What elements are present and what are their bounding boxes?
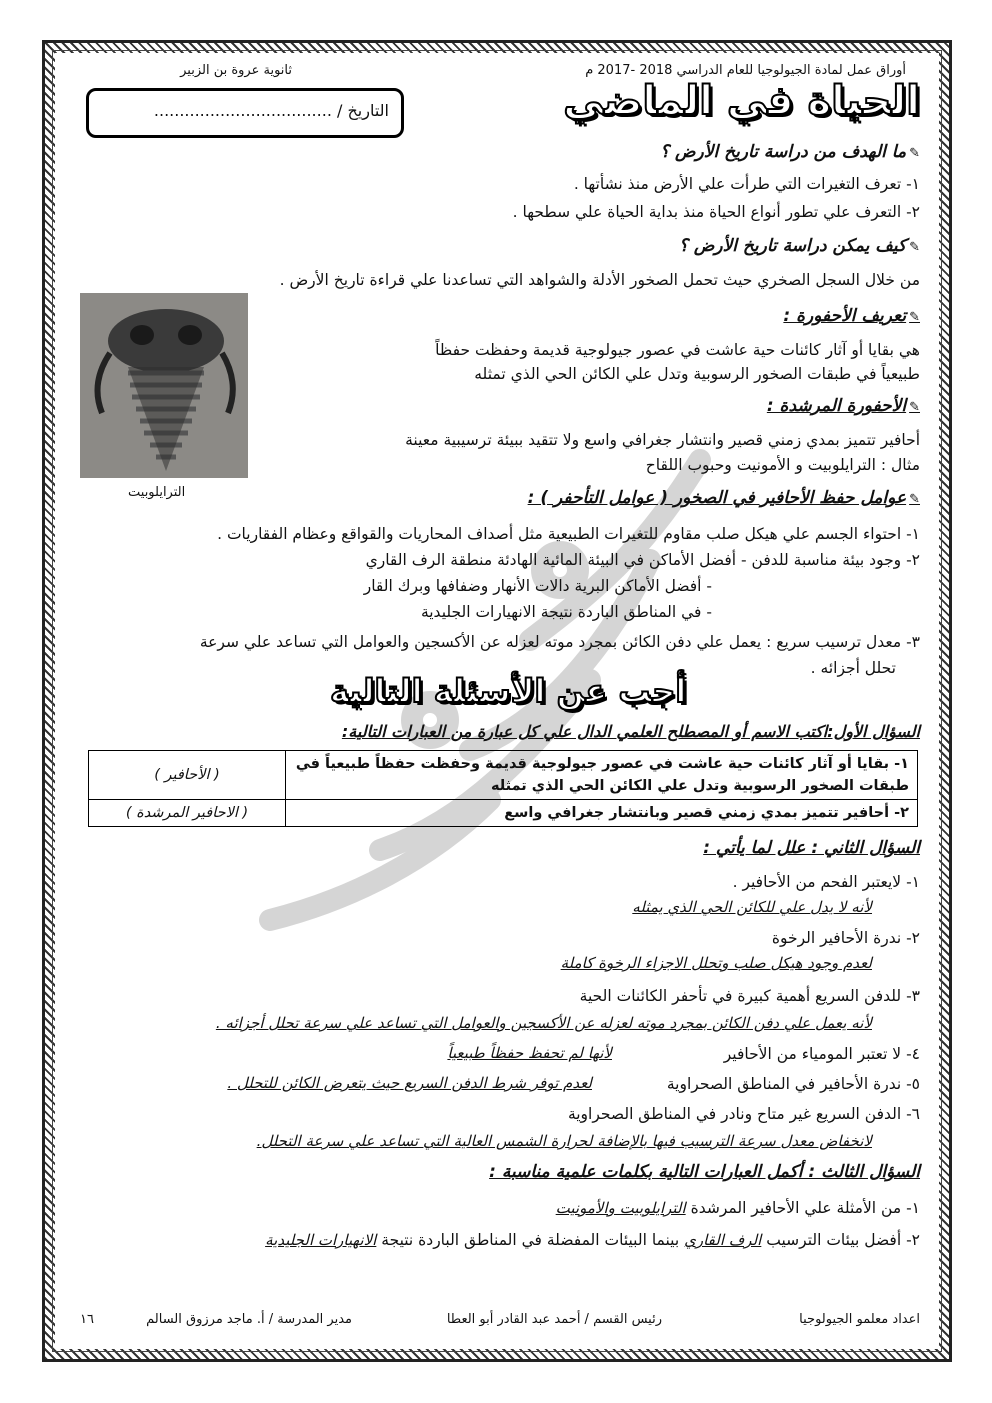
q2-item-3: ٣- للدفن السريع أهمية كبيرة في تأحفر الكائنات الحية bbox=[579, 987, 920, 1005]
pen-icon: ✎ bbox=[909, 400, 920, 415]
trilobite-image bbox=[80, 293, 248, 478]
date-box bbox=[86, 88, 404, 138]
q2-answer-2: لعدم وجود هيكل صلب وتحلل الاجزاء الرخوة كاملة bbox=[560, 954, 872, 972]
q2-item-1: ١- لايعتبر الفحم من الأحافير . bbox=[732, 873, 920, 891]
q2-item-5: ٥- ندرة الأحافير في المناطق الصحراوية bbox=[666, 1075, 920, 1093]
factor-3-line-1: ٣- معدل ترسيب سريع : يعمل علي دفن الكائن بمجرد موته لعزله عن الأكسجين والعوامل التي تساعد علي سرعة bbox=[199, 633, 920, 651]
q3-answer-2a: الرف القاري bbox=[684, 1231, 762, 1249]
q2-answer-3: لأنه يعمل علي دفن الكائن بمجرد موته لعزله عن الأكسجين والعوامل التي تساعد علي سرعة تحلل أجزائه . bbox=[215, 1014, 872, 1032]
table-row bbox=[89, 800, 918, 827]
date-label: التاريخ / ................................... bbox=[153, 101, 389, 120]
q2-item-4: ٤- لا تعتبر المومياء من الأحافير bbox=[723, 1045, 920, 1063]
how-answer: من خلال السجل الصخري حيث تحمل الصخور الأدلة والشواهد التي تساعدنا علي قراءة تاريخ الأرض . bbox=[279, 271, 920, 289]
fossil-definition-line-2: طبيعياً في طبقات الصخور الرسوبية وتدل علي الكائن الحي الذي تمثله bbox=[474, 365, 920, 383]
pen-icon: ✎ bbox=[909, 240, 920, 255]
q3-item-1: ١- من الأمثلة علي الأحافير المرشدة الترايلوبيت والأمونيت bbox=[555, 1199, 920, 1217]
q2-answer-1: لأنه لا يدل علي للكائن الحي الذي يمثله bbox=[632, 898, 872, 916]
factor-2a: - أفضل الأماكن البرية دالات الأنهار وضفافها وبرك القار bbox=[363, 577, 712, 595]
fossil-definition-line-1: هي بقايا أو آثار كائنات حية عاشت في عصور جيولوجية قديمة وحفظت حفظاً bbox=[435, 341, 920, 359]
q2-item-6: ٦- الدفن السريع غير متاح ونادر في المناطق الصحراوية bbox=[567, 1105, 920, 1123]
q1-answer-2: ( الاحافير المرشدة ) bbox=[89, 800, 286, 827]
factor-2b: - في المناطق الباردة نتيجة الانهيارات الجليدية bbox=[420, 603, 712, 621]
q2-answer-5: لعدم توفر شرط الدفن السريع حيث يتعرض الكائن للتحلل . bbox=[227, 1074, 592, 1092]
q1-title: السؤال الأول:اكتب الاسم أو المصطلح العلمي الدال علي كل عبارة من العبارات التالية: bbox=[341, 722, 920, 741]
footer-department-head: رئيس القسم / أحمد عبد القادر أبو العطا bbox=[446, 1312, 662, 1327]
q3-item-2: ٢- أفضل بيئات الترسيب الرف القاري بينما البيئات المفضلة في المناطق الباردة نتيجة الانهيارات الجليدية bbox=[265, 1231, 920, 1249]
goal-point-2: ٢- التعرف علي تطور أنواع الحياة منذ بداية الحياة علي سطحها . bbox=[512, 203, 920, 221]
footer-prepared: اعداد معلمو الجيولوجيا bbox=[799, 1312, 920, 1327]
guide-fossil-heading: ✎الأحفورة المرشدة : bbox=[766, 396, 920, 416]
guide-fossil-line-1: أحافير تتميز بمدي زمني قصير وانتشار جغرافي واسع ولا تتقيد ببيئة ترسيبية معينة bbox=[405, 431, 920, 449]
how-question: ✎كيف يمكن دراسة تاريخ الأرض ؟ bbox=[678, 236, 920, 256]
q1-question-2: ٢- أحافير تتميز بمدي زمني قصير وبانتشار جغرافي واسع bbox=[286, 800, 918, 827]
q1-table bbox=[88, 750, 918, 827]
pen-icon: ✎ bbox=[909, 492, 920, 507]
q1-question-1: ١- بقايا أو آثار كائنات حية عاشت في عصور جيولوجية قديمة وحفظت حفظاً طبيعياً في طبقات الصخور الرسوبية وتدل علي الكائن الحي الذي تمثله bbox=[286, 751, 918, 800]
goal-question: ✎ما الهدف من دراسة تاريخ الأرض ؟ bbox=[660, 142, 920, 162]
pen-icon: ✎ bbox=[909, 146, 920, 161]
table-row bbox=[89, 751, 918, 800]
preservation-factors-heading: ✎عوامل حفظ الأحافير في الصخور ( عوامل التأحفر ) : bbox=[527, 488, 920, 508]
goal-point-1: ١- تعرف التغيرات التي طرأت علي الأرض منذ نشأتها . bbox=[573, 175, 920, 193]
q2-item-2: ٢- ندرة الأحافير الرخوة bbox=[771, 929, 920, 947]
fossil-definition-heading: ✎تعريف الأحفورة : bbox=[783, 306, 920, 326]
factor-2: ٢- وجود بيئة مناسبة للدفن - أفضل الأماكن في البيئة المائية الهادئة منطقة الرف القاري bbox=[365, 551, 920, 569]
q2-title: السؤال الثاني : علل لما يأتي : bbox=[703, 838, 920, 858]
factor-3-line-2: تحلل أجزائه . bbox=[810, 659, 896, 677]
worksheet-series: أوراق عمل لمادة الجيولوجيا للعام الدراسي 2018 -2017 م bbox=[585, 63, 906, 78]
image-caption: الترايلوبيت bbox=[128, 485, 186, 500]
page-title: الحياة في الماضي bbox=[563, 78, 920, 124]
guide-fossil-line-2: مثال : الترايلوبيت و الأمونيت وحبوب اللقاح bbox=[645, 456, 920, 474]
q2-answer-6: لانخفاض معدل سرعة الترسيب فيها بالإضافة لحرارة الشمس العالية التي تساعد علي سرعة التحلل. bbox=[256, 1132, 872, 1150]
q2-answer-4: لأنها لم تحفظ حفظاً طبيعياً bbox=[447, 1044, 612, 1062]
school-name: ثانوية عروة بن الزبير bbox=[180, 63, 292, 78]
footer-principal: مدير المدرسة / أ. ماجد مرزوق السالم bbox=[146, 1312, 352, 1327]
q3-title: السؤال الثالث : أكمل العبارات التالية بكلمات علمية مناسبة : bbox=[489, 1162, 920, 1182]
q1-answer-1: ( الأحافير ) bbox=[89, 751, 286, 800]
page-number: ١٦ bbox=[80, 1312, 94, 1327]
q3-answer-2b: الانهيارات الجليدية bbox=[265, 1231, 377, 1249]
factor-1: ١- احتواء الجسم علي هيكل صلب مقاوم للتغيرات الطبيعية مثل أصداف المحاريات والقواقع وعظام الفقاريات . bbox=[217, 525, 920, 543]
questions-title: أجب عن الأسئلة التالية bbox=[330, 672, 687, 710]
pen-icon: ✎ bbox=[909, 310, 920, 325]
q3-answer-1: الترايلوبيت والأمونيت bbox=[555, 1199, 686, 1217]
